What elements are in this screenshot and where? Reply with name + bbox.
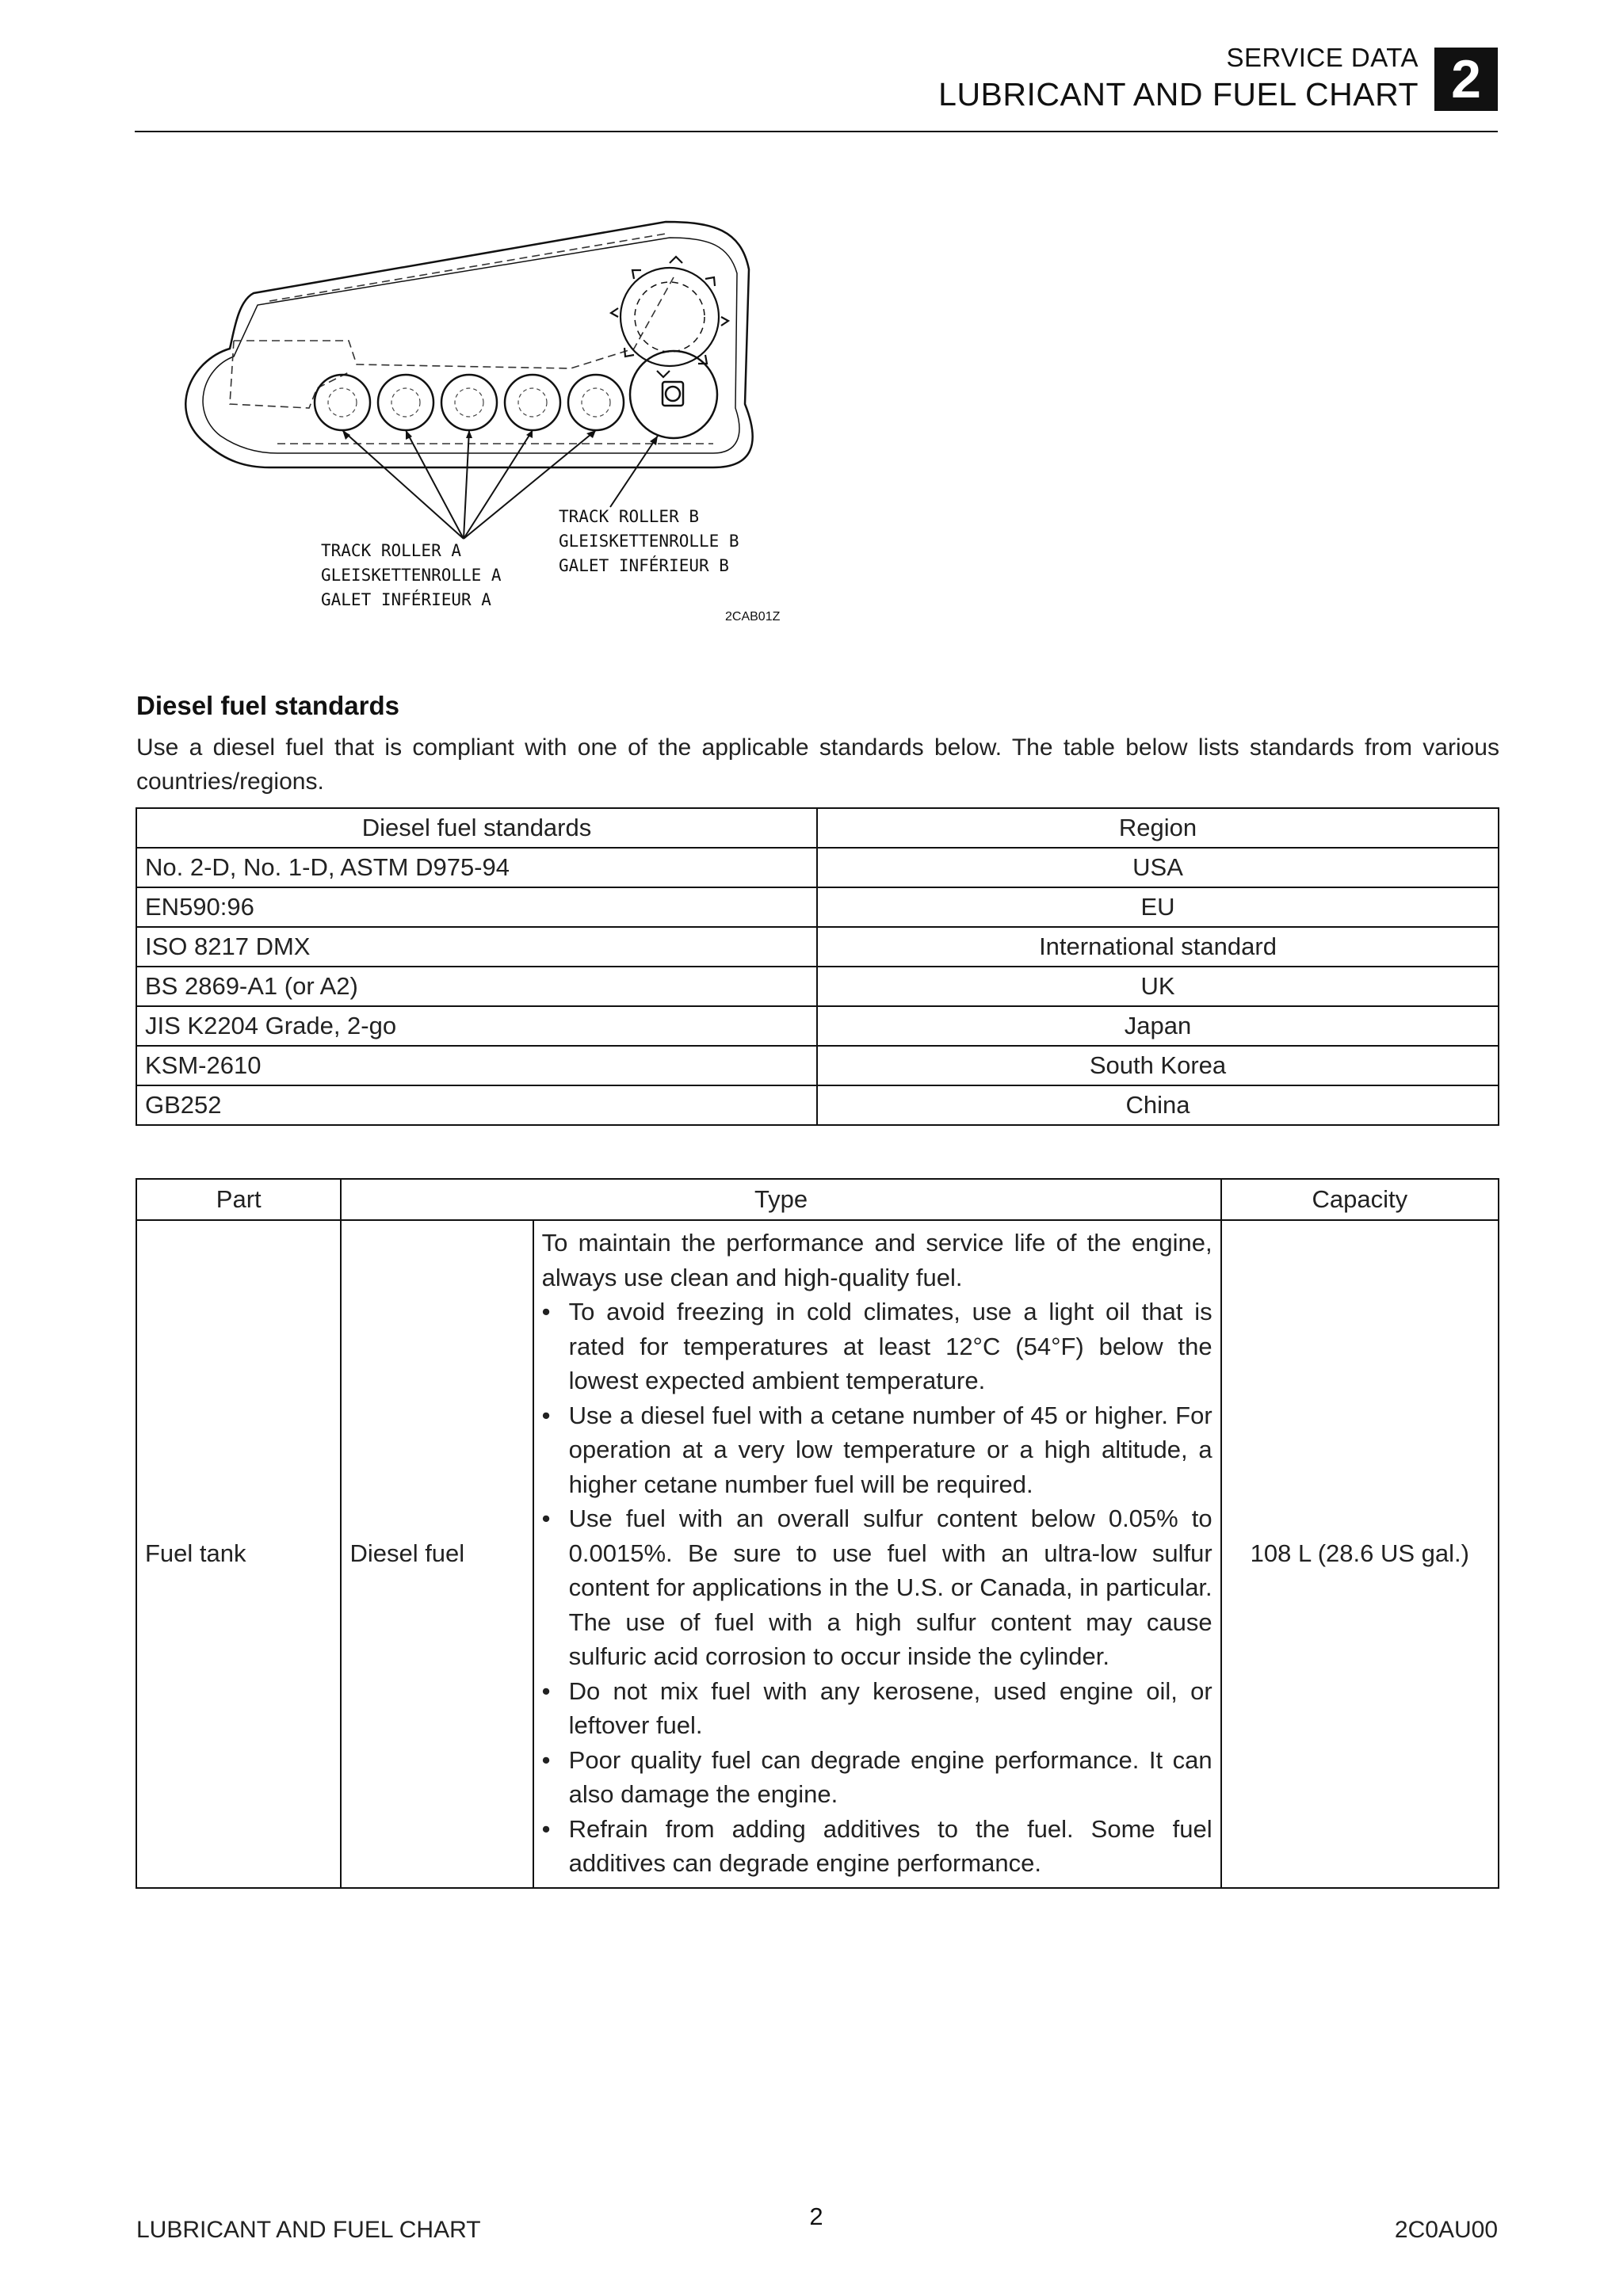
table-row — [136, 1046, 1499, 1085]
bullet-icon: • — [541, 1298, 551, 1325]
section-title: Diesel fuel standards — [136, 691, 399, 720]
bullet-icon: • — [541, 1676, 551, 1705]
bullet-item — [542, 1295, 1212, 1398]
region-cell: Japan — [817, 1006, 1499, 1046]
bullet-item — [542, 1674, 1212, 1743]
section-intro: Use a diesel fuel that is compliant with one of the applicable standards below. The table below lists standards from various countries/regions. — [136, 734, 1499, 795]
bullet-item — [542, 1398, 1212, 1502]
header-rule — [135, 131, 1498, 132]
column-header-region: Region — [817, 808, 1499, 848]
table-row — [136, 967, 1499, 1006]
region-cell: China — [817, 1085, 1499, 1125]
header-title: LUBRICANT AND FUEL CHART — [938, 76, 1419, 113]
page-number: 2 — [809, 2203, 823, 2230]
bullet-text: Use fuel with an overall sulfur content below 0.05% to 0.0015%. Be sure to use fuel with an ultra-low sulfur content for applications in the U.S. or Canada, in particular. The use of fuel with a high sulfur content may cause sulfuric acid corrosion to occur inside the cylinder. — [568, 1505, 1212, 1670]
table-header-row — [136, 1179, 1499, 1220]
part-cell: Fuel tank — [136, 1220, 341, 1888]
bullet-text: Do not mix fuel with any kerosene, used engine oil, or leftover fuel. — [568, 1676, 1212, 1739]
table-row — [136, 887, 1499, 927]
standard-cell: KSM-2610 — [136, 1046, 817, 1085]
leader-line-b — [610, 436, 658, 507]
bullet-item — [542, 1743, 1212, 1812]
figure-code: 2CAB01Z — [725, 610, 781, 624]
standard-cell: GB252 — [136, 1085, 817, 1125]
region-cell: South Korea — [817, 1046, 1499, 1085]
standard-cell: No. 2-D, No. 1-D, ASTM D975-94 — [136, 848, 817, 887]
bullet-icon: • — [541, 1505, 551, 1532]
fuel-spec-table — [136, 1178, 1499, 1889]
sprocket — [611, 257, 728, 377]
track-roller-b — [630, 351, 717, 438]
chapter-number-badge: 2 — [1434, 48, 1498, 111]
bullet-icon: • — [541, 1745, 551, 1774]
bullet-item — [542, 1812, 1212, 1881]
table-row — [136, 1220, 1499, 1888]
track-inner-outline — [203, 238, 739, 453]
track-roller-a-label: TRACK ROLLER A GLEISKETTENROLLE A GALET INFÉRIEUR A — [321, 541, 502, 609]
bullet-text: Refrain from adding additives to the fuel. Some fuel additives can degrade engine performance. — [568, 1814, 1212, 1877]
bullet-item — [542, 1501, 1212, 1674]
type-cell: Diesel fuel — [341, 1220, 533, 1888]
track-roller-b-label: TRACK ROLLER B GLEISKETTENROLLE B GALET INFÉRIEUR B — [559, 507, 739, 575]
bullet-text: Use a diesel fuel with a cetane number of 45 or higher. For operation at a very low temperature or a high altitude, a higher cetane number fuel will be required. — [568, 1401, 1212, 1498]
description-cell — [533, 1220, 1221, 1888]
region-cell: International standard — [817, 927, 1499, 967]
column-header-standards: Diesel fuel standards — [136, 808, 817, 848]
standard-cell: BS 2869-A1 (or A2) — [136, 967, 817, 1006]
bullet-text: Poor quality fuel can degrade engine performance. It can also damage the engine. — [568, 1745, 1212, 1808]
table-row — [136, 1006, 1499, 1046]
table-row — [136, 927, 1499, 967]
bullet-text: To avoid freezing in cold climates, use a light oil that is rated for temperatures at least 12°C (54°F) below the lowest expected ambient temperature. — [568, 1298, 1212, 1394]
region-cell: USA — [817, 848, 1499, 887]
leader-lines-a — [342, 430, 596, 539]
diesel-standards-table — [136, 807, 1499, 1126]
column-header-capacity: Capacity — [1221, 1179, 1499, 1220]
bullet-icon: • — [541, 1401, 551, 1429]
description-intro: To maintain the performance and service life of the engine, always use clean and high-quality fuel. — [541, 1229, 1212, 1291]
region-cell: EU — [817, 887, 1499, 927]
table-header-row — [136, 808, 1499, 848]
standard-cell: EN590:96 — [136, 887, 817, 927]
column-header-part: Part — [136, 1179, 341, 1220]
standard-cell: JIS K2204 Grade, 2-go — [136, 1006, 817, 1046]
standard-cell: ISO 8217 DMX — [136, 927, 817, 967]
header-section: SERVICE DATA — [1226, 43, 1419, 72]
table-row — [136, 1085, 1499, 1125]
capacity-cell: 108 L (28.6 US gal.) — [1221, 1220, 1499, 1888]
footer-title: LUBRICANT AND FUEL CHART — [136, 2217, 481, 2243]
bullet-icon: • — [541, 1814, 551, 1843]
table-row — [136, 848, 1499, 887]
track-rollers-a — [315, 375, 624, 430]
column-header-type: Type — [341, 1179, 1220, 1220]
region-cell: UK — [817, 967, 1499, 1006]
document-code: 2C0AU00 — [1394, 2217, 1498, 2243]
